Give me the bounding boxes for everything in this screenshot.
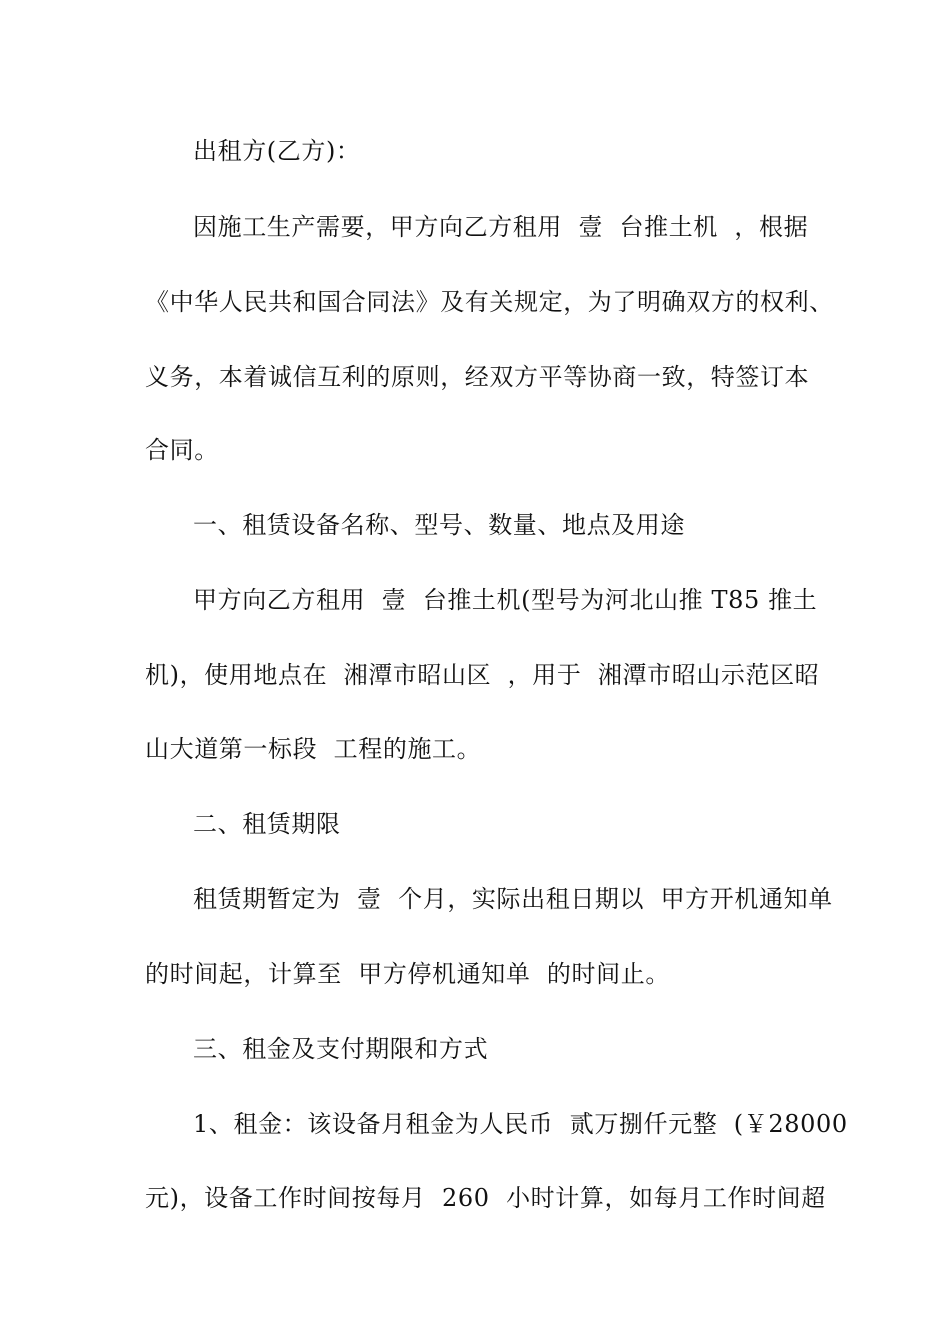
paragraph-line: 甲方向乙方租用 壹 台推土机(型号为河北山推 T85 推土 [193, 586, 818, 614]
paragraph-line: 因施工生产需要，甲方向乙方租用 壹 台推土机 ，根据 [193, 213, 809, 241]
paragraph-line: 机)，使用地点在 湘潭市昭山区 ，用于 湘潭市昭山示范区昭 [145, 661, 820, 689]
paragraph-line: 的时间起，计算至 甲方停机通知单 的时间止。 [145, 960, 670, 988]
paragraph-line: 合同。 [145, 436, 219, 464]
section-heading-2: 二、租赁期限 [193, 810, 341, 838]
section-heading-1: 一、租赁设备名称、型号、数量、地点及用途 [193, 511, 685, 539]
paragraph-line: 山大道第一标段 工程的施工。 [145, 735, 482, 763]
lessor-party-line: 出租方(乙方)： [193, 137, 361, 165]
paragraph-line: 租赁期暂定为 壹 个月，实际出租日期以 甲方开机通知单 [193, 885, 833, 913]
paragraph-line: 义务，本着诚信互利的原则，经双方平等协商一致，特签订本 [145, 363, 810, 391]
paragraph-line: 元)，设备工作时间按每月 260 小时计算，如每月工作时间超 [145, 1184, 826, 1212]
paragraph-line: 《中华人民共和国合同法》及有关规定，为了明确双方的权利、 [145, 288, 834, 316]
paragraph-line: 1、租金：该设备月租金为人民币 贰万捌仟元整 (￥28000 [193, 1110, 848, 1138]
section-heading-3: 三、租金及支付期限和方式 [193, 1035, 489, 1063]
